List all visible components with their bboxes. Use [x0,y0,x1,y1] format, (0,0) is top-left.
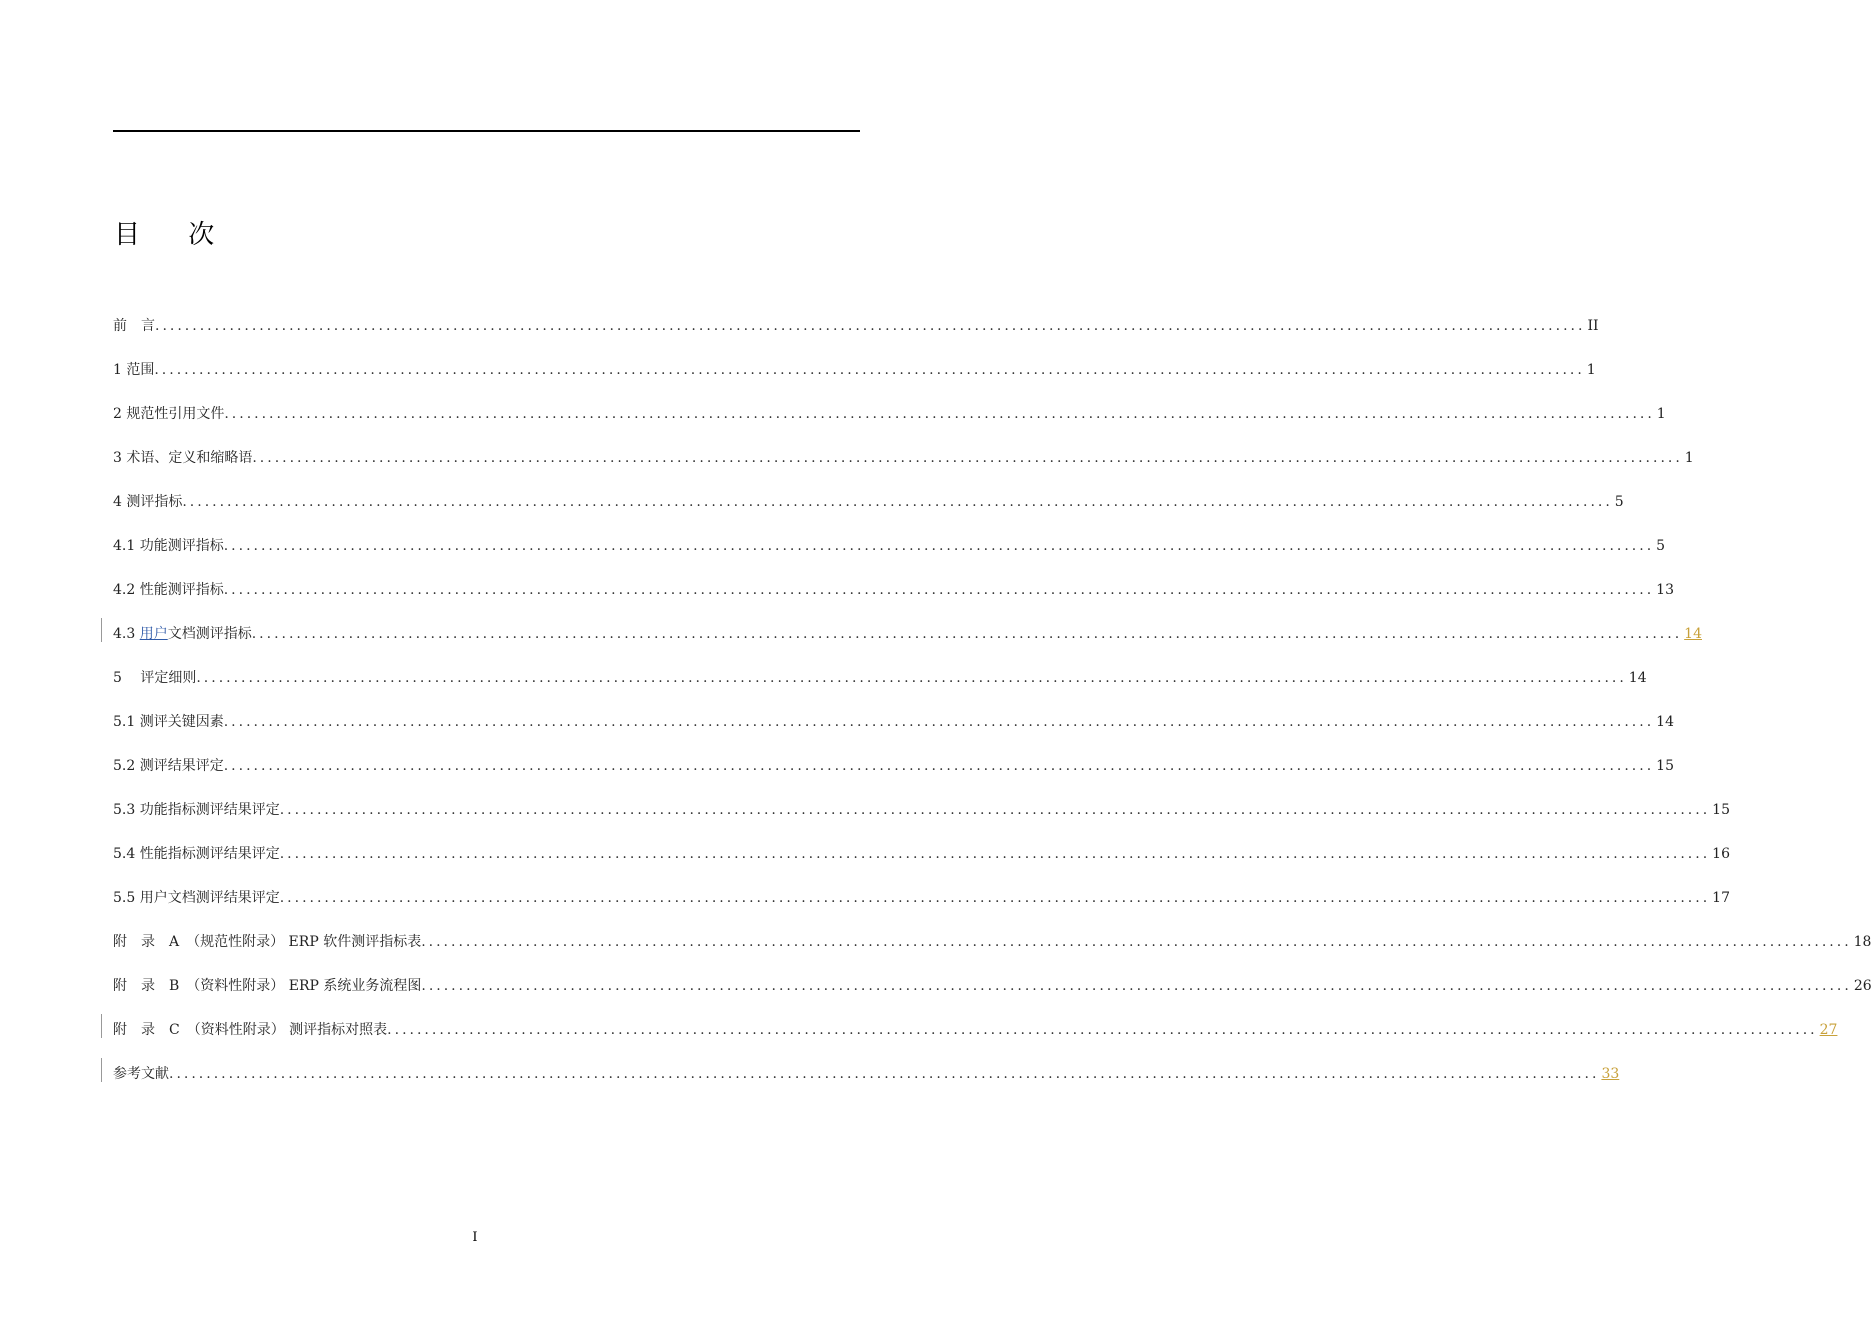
toc-entry-label: 附 录 A （规范性附录） ERP 软件测评指标表 [113,934,422,950]
toc-page-number: 17 [1712,890,1730,906]
toc-entry-key-factors[interactable] [113,700,1674,744]
toc-leader-dots: ................................................................................................................................................................................................ [223,714,1655,730]
toc-entry-assessment-rules[interactable] [113,656,1647,700]
toc-entry-foreword[interactable] [113,304,1599,348]
page-number-footer: I [472,1230,478,1245]
toc-entry-appendix-a[interactable] [113,920,1872,964]
toc-page-number: 18 [1853,934,1872,950]
toc-page-number: 1 [1656,406,1666,422]
toc-page-number: 15 [1656,758,1674,774]
toc-leader-dots: ................................................................................................................................................................................................ [251,626,1683,642]
toc-page-link[interactable]: 14 [1684,626,1702,642]
toc-entry-label: 5.3 功能指标测评结果评定 [113,802,280,818]
toc-entry-scope[interactable] [113,348,1596,392]
toc-leader-dots: ................................................................................................................................................................................................ [169,1066,1600,1082]
toc-entry-label [113,623,252,645]
toc-entry-label: 附 录 C （资料性附录） 测评指标对照表 [113,1022,388,1038]
toc-entry-functional-indicators[interactable] [113,524,1666,568]
toc-entry-result-assessment[interactable] [113,744,1674,788]
toc-leader-dots: ................................................................................................................................................................................................ [223,758,1655,774]
header-rule [113,130,860,132]
toc-leader-dots: ................................................................................................................................................................................................ [224,406,1655,422]
toc-entry-label: 参考文献 [113,1066,169,1082]
toc-entry-label: 5.5 用户文档测评结果评定 [113,890,280,906]
toc-page-number: 13 [1656,582,1674,598]
toc-page-number: 15 [1712,802,1730,818]
toc-entry-label: 前 言 [113,318,155,334]
toc-page-number: 1 [1684,450,1694,466]
toc-page-number: II [1587,318,1599,334]
toc-entry-label: 1 范围 [113,362,155,378]
toc-entry-label: 5 评定细则 [113,670,197,686]
toc-entry-label: 5.2 测评结果评定 [113,758,224,774]
toc-entry-user-doc-result[interactable] [113,876,1730,920]
hyperlink-text[interactable]: 用户 [139,626,168,642]
toc-entry-user-doc-indicators[interactable] [113,612,1702,656]
toc-entry-evaluation-indicators[interactable] [113,480,1624,524]
toc-page-number: 5 [1656,538,1666,554]
toc-page-number: 14 [1656,714,1674,730]
toc-leader-dots: ................................................................................................................................................................................................ [182,494,1613,510]
toc-page-link[interactable]: 27 [1819,1022,1838,1038]
toc-page-number: 5 [1614,494,1624,510]
toc-leader-dots: ................................................................................................................................................................................................ [279,802,1711,818]
toc-entry-bibliography[interactable] [113,1052,1620,1096]
toc-leader-dots: ................................................................................................................................................................................................ [387,1022,1818,1038]
toc-leader-dots: ................................................................................................................................................................................................ [223,538,1655,554]
toc-title: 目 次 [114,220,235,250]
toc-entry-functional-result[interactable] [113,788,1730,832]
toc-entry-number: 4.3 [113,626,140,642]
toc-page-number: 16 [1712,846,1730,862]
toc-entry-label: 4 测评指标 [113,494,183,510]
toc-leader-dots: ................................................................................................................................................................................................ [154,362,1585,378]
toc-leader-dots: ................................................................................................................................................................................................ [196,670,1627,686]
toc-leader-dots: ................................................................................................................................................................................................ [252,450,1683,466]
toc-entry-performance-indicators[interactable] [113,568,1674,612]
toc-leader-dots: ................................................................................................................................................................................................ [279,890,1711,906]
toc-entry-label: 3 术语、定义和缩略语 [113,450,253,466]
toc-entry-performance-result[interactable] [113,832,1730,876]
toc-entry-label: 附 录 B （资料性附录） ERP 系统业务流程图 [113,978,422,994]
toc-page-number: 26 [1853,978,1872,994]
toc-leader-dots: ................................................................................................................................................................................................ [223,582,1655,598]
toc-entry-label: 5.4 性能指标测评结果评定 [113,846,280,862]
toc-entry-label: 4.2 性能测评指标 [113,582,224,598]
toc-page-number: 14 [1628,670,1647,686]
toc-leader-dots: ................................................................................................................................................................................................ [279,846,1711,862]
toc-entry-text: 文档测评指标 [167,626,252,642]
toc-page-link[interactable]: 33 [1601,1066,1620,1082]
toc-entry-label: 4.1 功能测评指标 [113,538,224,554]
toc-entry-normative-references[interactable] [113,392,1666,436]
toc-entry-label: 2 规范性引用文件 [113,406,225,422]
toc-entry-appendix-c[interactable] [113,1008,1838,1052]
toc-page-number: 1 [1586,362,1596,378]
toc-leader-dots: ................................................................................................................................................................................................ [155,318,1586,334]
toc-leader-dots: ................................................................................................................................................................................................ [421,934,1852,950]
toc-entry-terms[interactable] [113,436,1694,480]
toc-leader-dots: ................................................................................................................................................................................................ [421,978,1852,994]
toc-entry-label: 5.1 测评关键因素 [113,714,224,730]
table-of-contents [113,304,1872,1096]
toc-entry-appendix-b[interactable] [113,964,1872,1008]
